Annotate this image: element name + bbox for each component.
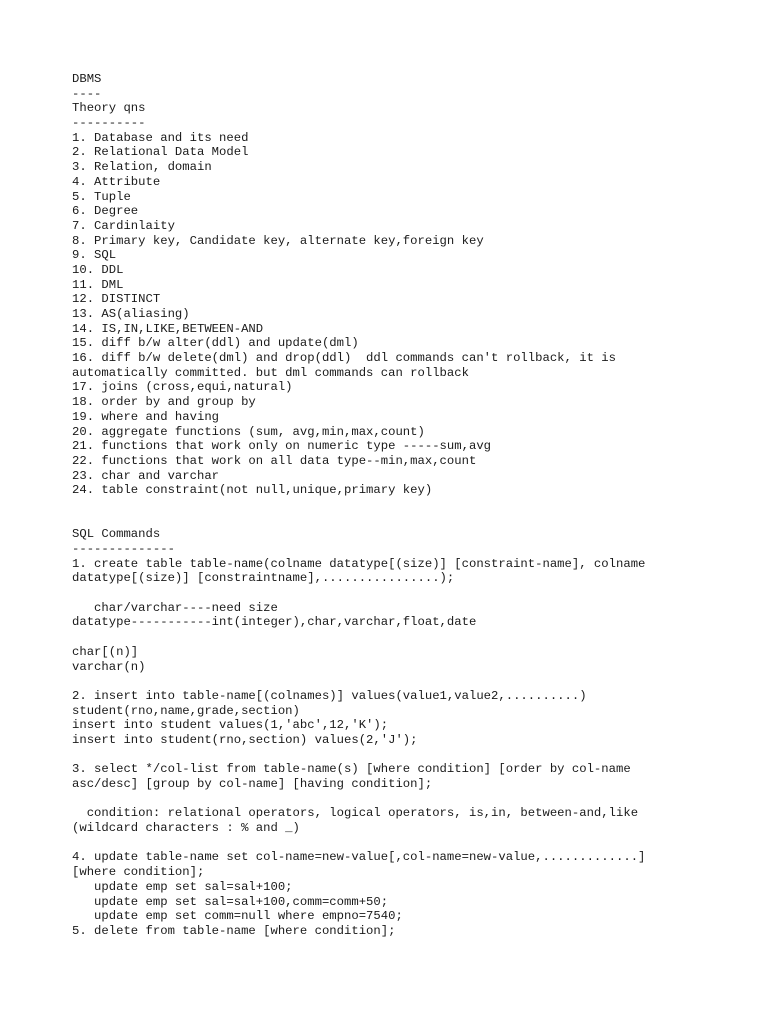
text-line: ---------- xyxy=(72,116,146,131)
text-line: 4. Attribute xyxy=(72,174,161,189)
text-line: 20. aggregate functions (sum, avg,min,max,count) xyxy=(72,424,425,439)
text-line: update emp set comm=null where empno=7540; xyxy=(72,909,403,924)
text-line: update emp set sal=sal+100,comm=comm+50; xyxy=(72,894,389,909)
text-line: 17. joins (cross,equi,natural) xyxy=(72,380,293,395)
text-line xyxy=(72,748,752,763)
text-line: condition: relational operators, logical operators, is,in, between-and,like xyxy=(72,806,639,821)
text-line: char/varchar----need size xyxy=(72,600,278,615)
text-line: (wildcard characters : % and _) xyxy=(72,821,300,836)
text-line: student(rno,name,grade,section) xyxy=(72,703,300,718)
text-line: 9. SQL xyxy=(72,248,117,263)
text-line: 5. Tuple xyxy=(72,189,131,204)
text-line xyxy=(72,674,752,689)
text-line: DBMS xyxy=(72,72,102,86)
text-line: 4. update table-name set col-name=new-value[,col-name=new-value,.............] xyxy=(72,850,646,865)
text-line: asc/desc] [group by col-name] [having condition]; xyxy=(72,777,433,791)
text-line xyxy=(72,498,752,513)
text-line: Theory qns xyxy=(72,101,146,116)
text-line: insert into student values(1,'abc',12,'K'); xyxy=(72,718,389,733)
text-line: datatype-----------int(integer),char,varchar,float,date xyxy=(72,615,477,630)
text-line: 13. AS(aliasing) xyxy=(72,307,190,321)
text-line: 24. table constraint(not null,unique,primary key) xyxy=(72,483,433,498)
text-line: 2. insert into table-name[(colnames)] values(value1,value2,..........) xyxy=(72,688,587,703)
text-line: 3. Relation, domain xyxy=(72,160,212,175)
text-line: 1. Database and its need xyxy=(72,130,249,145)
text-line: update emp set sal=sal+100; xyxy=(72,879,293,894)
text-line: 22. functions that work on all data type--min,max,count xyxy=(72,453,477,468)
text-line: 8. Primary key, Candidate key, alternate key,foreign key xyxy=(72,233,484,248)
text-line: automatically committed. but dml commands can rollback xyxy=(72,365,469,380)
text-line: insert into student(rno,section) values(2,'J'); xyxy=(72,732,418,747)
text-line: char[(n)] xyxy=(72,644,139,659)
text-line: 5. delete from table-name [where condition]; xyxy=(72,923,396,938)
text-line: 23. char and varchar xyxy=(72,468,220,483)
text-line: 10. DDL xyxy=(72,262,124,277)
text-line: [where condition]; xyxy=(72,865,205,880)
text-line: 18. order by and group by xyxy=(72,395,256,410)
text-line xyxy=(72,630,752,645)
text-line: 15. diff b/w alter(ddl) and update(dml) xyxy=(72,336,359,351)
text-line: 3. select */col-list from table-name(s) [where condition] [order by col-name xyxy=(72,762,631,777)
text-line xyxy=(72,586,752,601)
text-line: varchar(n) xyxy=(72,659,146,674)
text-line: -------------- xyxy=(72,542,175,556)
text-line: ---- xyxy=(72,86,102,101)
text-line: 11. DML xyxy=(72,277,124,292)
text-line: 12. DISTINCT xyxy=(72,292,161,307)
text-line: 19. where and having xyxy=(72,409,220,424)
text-line: SQL Commands xyxy=(72,527,161,542)
text-line: 6. Degree xyxy=(72,204,139,219)
text-line: 14. IS,IN,LIKE,BETWEEN-AND xyxy=(72,321,264,336)
text-line: 16. diff b/w delete(dml) and drop(ddl) ddl commands can't rollback, it is xyxy=(72,351,616,366)
text-line: 1. create table table-name(colname datatype[(size)] [constraint-name], colname xyxy=(72,556,646,571)
text-line xyxy=(72,792,752,807)
document-page xyxy=(72,72,752,939)
text-line xyxy=(72,513,752,528)
text-line: 2. Relational Data Model xyxy=(72,145,249,160)
text-line: 21. functions that work only on numeric type -----sum,avg xyxy=(72,439,492,454)
text-line xyxy=(72,836,752,851)
text-line: 7. Cardinlaity xyxy=(72,218,175,233)
text-line: datatype[(size)] [constraintname],................); xyxy=(72,571,455,586)
